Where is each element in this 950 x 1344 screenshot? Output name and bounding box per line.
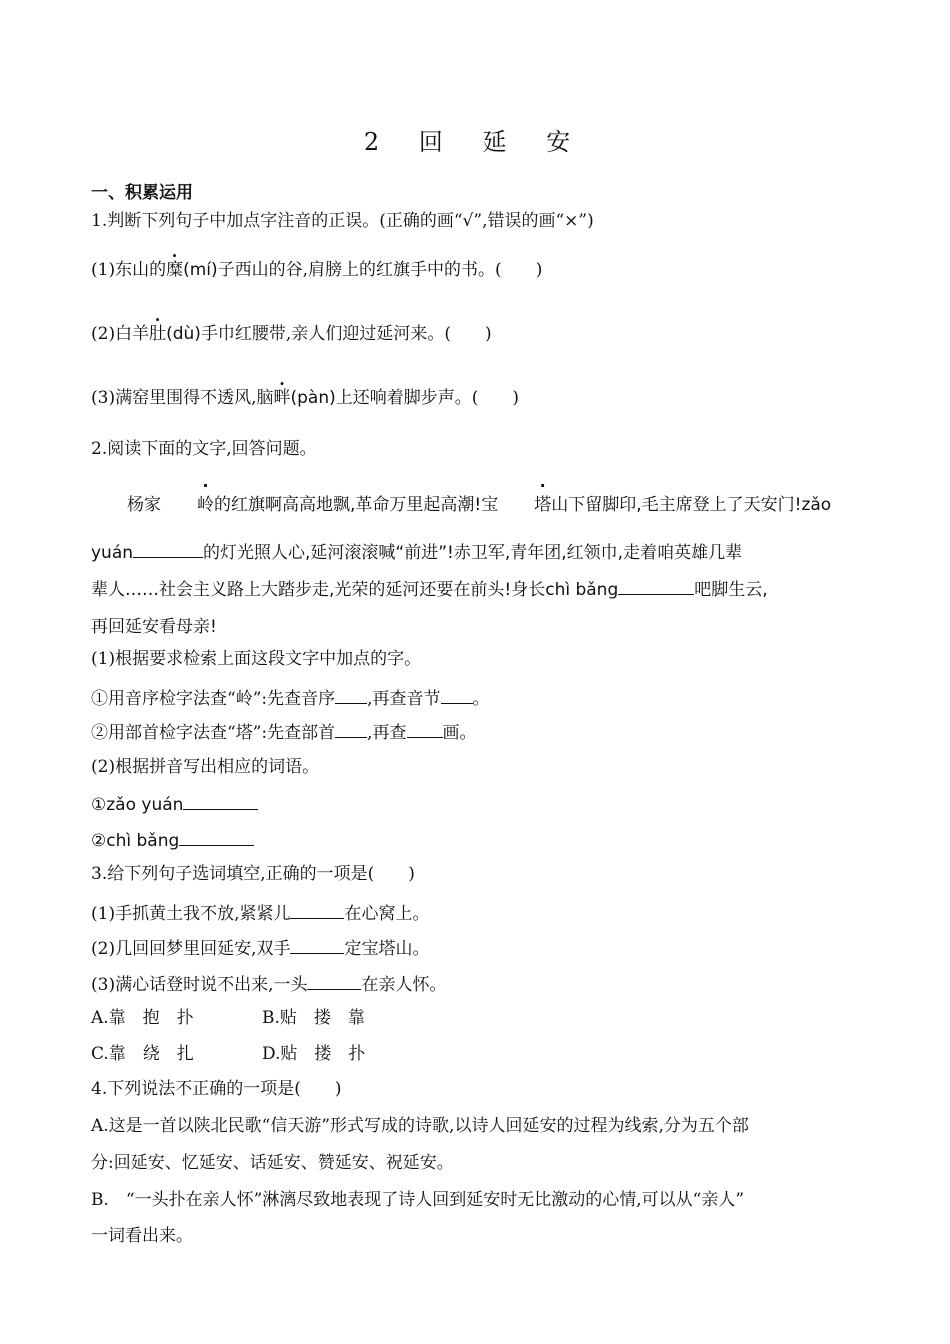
q1-item-3-post: 上还响着脚步声。( ) [335, 388, 519, 408]
answer-blank[interactable] [290, 903, 344, 919]
question-text: ①用音序检字法查“岭”:先查音序 [91, 689, 336, 709]
question-text: (1)手抓黄土我不放,紧紧儿 [91, 904, 291, 924]
q1-item-3 [91, 390, 519, 407]
q4-option-b-line-1[interactable]: B. “一头扑在亲人怀”淋漓尽致地表现了诗人回到延安时无比激动的心情,可以从“亲人” [91, 1190, 745, 1210]
question-text: (3)满心话登时说不出来,一头 [91, 975, 308, 995]
question-text: (2)几回回梦里回延安,双手 [91, 939, 291, 959]
pinyin: zǎo [801, 495, 832, 515]
question-text: 在亲人怀。 [361, 975, 447, 995]
answer-blank[interactable] [335, 688, 367, 704]
q1-item-2 [91, 326, 492, 343]
answer-blank[interactable] [407, 722, 443, 738]
q4-option-a-line-2: 分:回延安、忆延安、话延安、赞延安、祝延安。 [91, 1153, 454, 1173]
q1-stem: 1.判断下列句子中加点字注音的正误。(正确的画“√”,错误的画“×”) [91, 211, 594, 231]
q1-item-1-pre: (1)东山的 [91, 260, 167, 280]
q4-stem: 4.下列说法不正确的一项是( ) [91, 1079, 342, 1099]
answer-blank[interactable] [133, 542, 203, 558]
question-text: 在心窝上。 [344, 904, 430, 924]
pinyin: (pàn) [290, 388, 336, 408]
dotted-char: 糜 [166, 260, 184, 280]
q3-option-d[interactable]: D.贴 搂 扑 [262, 1044, 366, 1064]
passage-text: 辈人……社会主义路上大踏步走,光荣的延河还要在前头!身长 [91, 580, 546, 600]
q2-sub2: (2)根据拼音写出相应的词语。 [91, 757, 320, 777]
passage-line-2 [91, 538, 859, 563]
pinyin: (mí) [183, 260, 218, 280]
pinyin: yuán [91, 543, 134, 563]
passage-text: 山下留脚印,毛主席登上了天安门! [551, 495, 802, 515]
passage-text: 杨家 [127, 495, 161, 515]
answer-blank[interactable] [441, 688, 473, 704]
passage-line-1 [91, 490, 859, 515]
q3-option-b[interactable]: B.贴 搂 靠 [262, 1008, 365, 1028]
passage-text: 的红旗啊高高地飘,革命万里起高潮!宝 [214, 495, 499, 515]
question-text: 画。 [442, 723, 477, 743]
q1-item-1-post: 子西山的谷,肩膀上的红旗手中的书。( ) [217, 260, 543, 280]
passage-line-4: 再回延安看母亲! [91, 617, 217, 637]
q2-sub1-item-1 [91, 688, 490, 708]
q3-sentence-1 [91, 903, 429, 923]
pinyin: (dù) [166, 324, 201, 344]
q2-stem: 2.阅读下面的文字,回答问题。 [91, 439, 317, 459]
question-text: 。 [472, 689, 490, 709]
pinyin: ②chì bǎng [91, 831, 180, 851]
dotted-char: 岭 [197, 495, 214, 515]
page-title: 2 回 延 安 [363, 128, 587, 156]
word-2 [91, 830, 254, 850]
q3-sentence-2 [91, 938, 429, 958]
answer-blank[interactable] [183, 794, 258, 810]
q3-option-a[interactable]: A.靠 抱 扑 [91, 1008, 194, 1028]
passage-text: 的灯光照人心,延河滚滚喊“前进”!赤卫军,青年团,红领巾,走着咱英雄几辈 [203, 543, 743, 563]
word-1 [91, 794, 258, 814]
passage-line-3 [91, 575, 859, 600]
q3-stem: 3.给下列句子选词填空,正确的一项是( ) [91, 864, 415, 884]
pinyin: ①zǎo yuán [91, 795, 184, 815]
dotted-char: 肚 [149, 324, 167, 344]
dotted-char: 塔 [534, 495, 552, 515]
question-text: ②用部首检字法查“塔”:先查部首 [91, 723, 336, 743]
q1-item-2-pre: (2)白羊 [91, 324, 150, 344]
answer-blank[interactable] [290, 938, 344, 954]
answer-blank[interactable] [179, 830, 254, 846]
question-text: 定宝塔山。 [344, 939, 430, 959]
pinyin: chì bǎng [545, 580, 619, 600]
q3-sentence-3 [91, 974, 446, 994]
section-heading: 一、积累运用 [91, 183, 193, 203]
answer-blank[interactable] [335, 722, 367, 738]
q3-option-c[interactable]: C.靠 绕 扎 [91, 1044, 194, 1064]
q1-item-2-post: 手巾红腰带,亲人们迎过延河来。( ) [200, 324, 492, 344]
q4-option-a-line-1[interactable]: A.这是一首以陕北民歌“信天游”形式写成的诗歌,以诗人回延安的过程为线索,分为五个部 [91, 1116, 749, 1136]
q2-sub1-item-2 [91, 722, 477, 742]
q4-option-b-line-2: 一词看出来。 [91, 1226, 193, 1246]
answer-blank[interactable] [307, 974, 361, 990]
dotted-char: 畔 [273, 388, 291, 408]
question-text: ,再查音节 [367, 689, 441, 709]
question-text: ,再查 [367, 723, 407, 743]
q2-sub1: (1)根据要求检索上面这段文字中加点的字。 [91, 649, 422, 669]
q1-item-3-pre: (3)满窑里围得不透风,脑 [91, 388, 274, 408]
answer-blank[interactable] [618, 579, 694, 595]
passage-text: 吧脚生云, [694, 580, 768, 600]
q1-item-1 [91, 262, 542, 279]
